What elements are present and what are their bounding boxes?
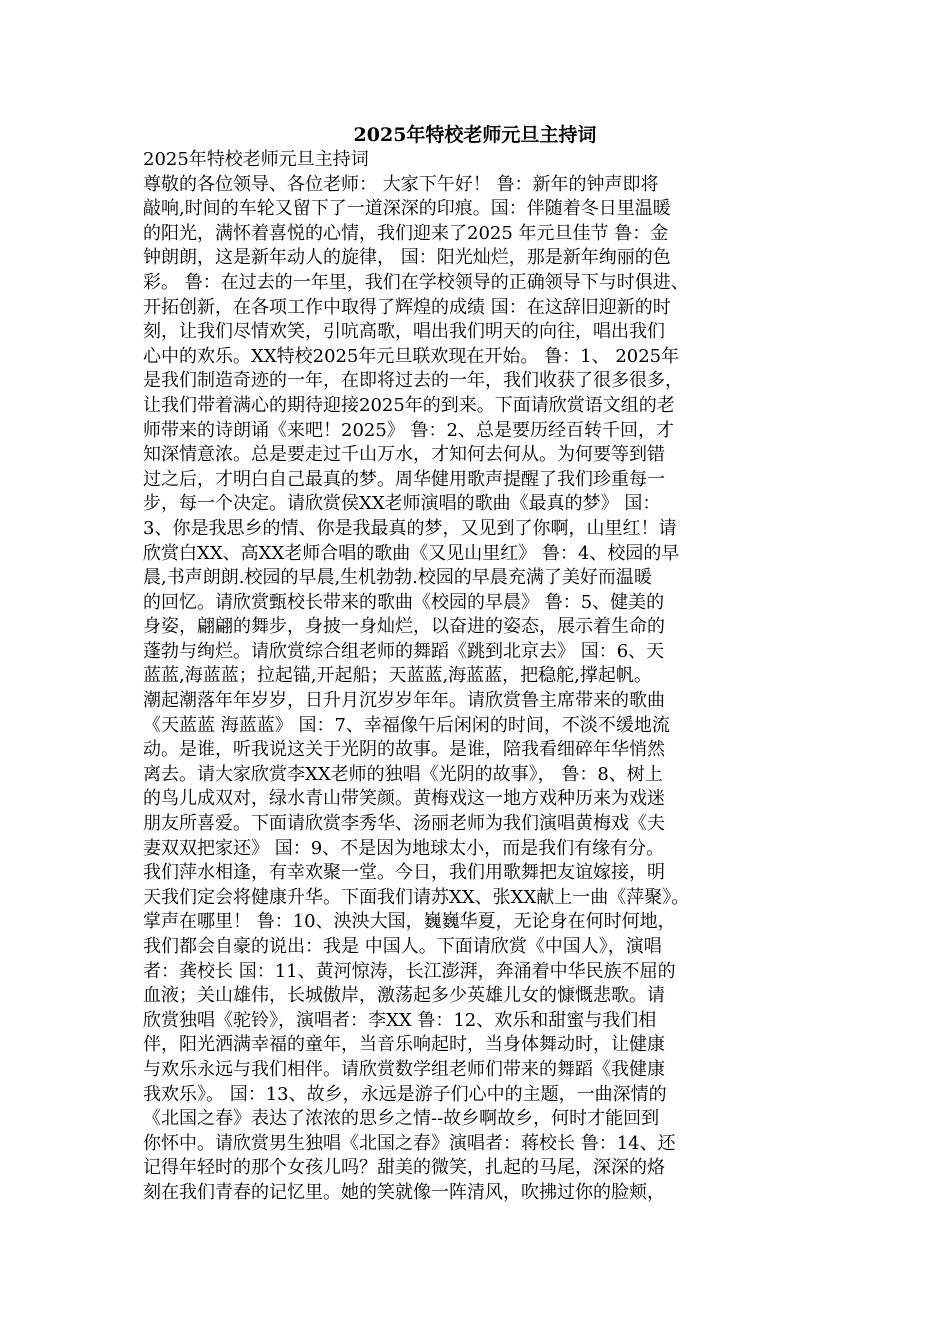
text-line: 潮起潮落年年岁岁，日升月沉岁岁年年。请欣赏鲁主席带来的歌曲 (143, 690, 665, 712)
text-line: 知深情意浓。总是要走过千山万水，才知何去何从。为何要等到错 (143, 444, 665, 466)
text-line: 欣赏独唱《驼铃》，演唱者：李XX 鲁：12、欢乐和甜蜜与我们相 (143, 1009, 657, 1031)
text-line: 2025年特校老师元旦主持词 (143, 149, 369, 170)
document-body (143, 148, 823, 1206)
document-title: 2025年特校老师元旦主持词 (353, 124, 597, 146)
text-line: 你怀中。请欣赏男生独唱《北国之春》演唱者：蒋校长 鲁：14、还 (143, 1132, 676, 1154)
text-line: 《天蓝蓝 海蓝蓝》 国：7、幸福像午后闲闲的时间，不淡不缓地流 (143, 714, 670, 736)
text-line: 敲响,时间的车轮又留下了一道深深的印痕。国：伴随着冬日里温暖 (143, 198, 671, 220)
text-line: 掌声在哪里！ 鲁：10、泱泱大国，巍巍华夏，无论身在何时何地， (143, 911, 676, 933)
text-line: 过之后，才明白自己最真的梦。周华健用歌声提醒了我们珍重每一 (143, 468, 665, 490)
text-line: 钟朗朗，这是新年动人的旋律， 国：阳光灿烂，那是新年绚丽的色 (143, 247, 671, 269)
text-line: 是我们制造奇迹的一年，在即将过去的一年，我们收获了很多很多， (143, 370, 683, 392)
text-line: 动。是谁，听我说这关于光阴的故事。是谁，陪我看细碎年华悄然 (143, 739, 665, 761)
text-line: 朋友所喜爱。下面请欣赏李秀华、汤丽老师为我们演唱黄梅戏《夫 (143, 813, 665, 835)
text-line: 《北国之春》表达了浓浓的思乡之情--故乡啊故乡，何时才能回到 (143, 1108, 660, 1130)
text-line: 我们都会自豪的说出：我是 中国人。下面请欣赏《中国人》，演唱 (143, 936, 662, 957)
text-line: 刻，让我们尽情欢笑，引吭高歌，唱出我们明天的向往，唱出我们 (143, 321, 665, 343)
text-line: 师带来的诗朗诵《来吧！2025》 鲁：2、总是要历经百转千回，才 (143, 419, 674, 441)
text-line: 我们萍水相逢，有幸欢聚一堂。今日，我们用歌舞把友谊嫁接，明 (143, 862, 665, 884)
text-line: 蓬勃与绚烂。请欣赏综合组老师的舞蹈《跳到北京去》 国：6、天 (143, 640, 665, 662)
text-line: 欣赏白XX、高XX老师合唱的歌曲《又见山里红》 鲁：4、校园的早 (143, 542, 680, 564)
text-line: 尊敬的各位领导、各位老师： 大家下午好！ 鲁：新年的钟声即将 (143, 173, 659, 195)
text-line: 步，每一个决定。请欣赏侯XX老师演唱的歌曲《最真的梦》 国： (143, 493, 661, 515)
text-line: 刻在我们青春的记忆里。她的笑就像一阵清风，吹拂过你的脸颊， (143, 1181, 665, 1203)
text-line: 让我们带着满心的期待迎接2025年的到来。下面请欣赏语文组的老 (143, 394, 675, 416)
text-line: 妻双双把家还》 国：9、不是因为地球太小，而是我们有缘有分。 (143, 837, 665, 859)
text-line: 心中的欢乐。XX特校2025年元旦联欢现在开始。 鲁：1、 2025年 (143, 345, 680, 367)
text-line: 彩。 鲁：在过去的一年里，我们在学校领导的正确领导下与时俱进、 (143, 271, 689, 293)
text-line: 的回忆。请欣赏甄校长带来的歌曲《校园的早晨》 鲁：5、健美的 (143, 591, 665, 613)
text-line: 伴，阳光洒满幸福的童年，当音乐响起时，当身体舞动时，让健康 (143, 1034, 665, 1056)
text-line: 与欢乐永远与我们相伴。请欣赏数学组老师们带来的舞蹈《我健康 (143, 1058, 665, 1080)
text-line: 记得年轻时的那个女孩儿吗？甜美的微笑，扎起的马尾，深深的烙 (143, 1157, 665, 1179)
text-line: 离去。请大家欣赏李XX老师的独唱《光阴的故事》， 鲁：8、树上 (143, 763, 663, 785)
text-line: 血液；关山雄伟，长城傲岸，激荡起多少英雄儿女的慷慨悲歌。请 (143, 985, 665, 1007)
text-line: 开拓创新，在各项工作中取得了辉煌的成绩 国：在这辞旧迎新的时 (143, 296, 671, 318)
text-line: 身姿，翩翩的舞步，身披一身灿烂，以奋进的姿态，展示着生命的 (143, 616, 665, 638)
text-line: 的阳光，满怀着喜悦的心情，我们迎来了2025 年元旦佳节 鲁：金 (143, 222, 669, 244)
text-line: 3、你是我思乡的情、你是我最真的梦，又见到了你啊，山里红！请 (143, 517, 677, 539)
text-line: 者：龚校长 国：11、黄河惊涛，长江澎湃，奔涌着中华民族不屈的 (143, 960, 676, 982)
text-line: 天我们定会将健康升华。下面我们请苏XX、张XX献上一曲《萍聚》。 (143, 886, 690, 908)
text-line: 的鸟儿成双对，绿水青山带笑颜。黄梅戏这一地方戏种历来为戏迷 (143, 788, 665, 810)
text-line: 我欢乐》。 国：13、故乡，永远是游子们心中的主题，一曲深情的 (143, 1083, 667, 1105)
text-line: 晨,书声朗朗.校园的早晨,生机勃勃.校园的早晨充满了美好而温暖 (143, 567, 652, 589)
text-line: 蓝蓝,海蓝蓝；拉起锚,开起船；天蓝蓝,海蓝蓝，把稳舵,撑起帆。 (143, 665, 652, 687)
